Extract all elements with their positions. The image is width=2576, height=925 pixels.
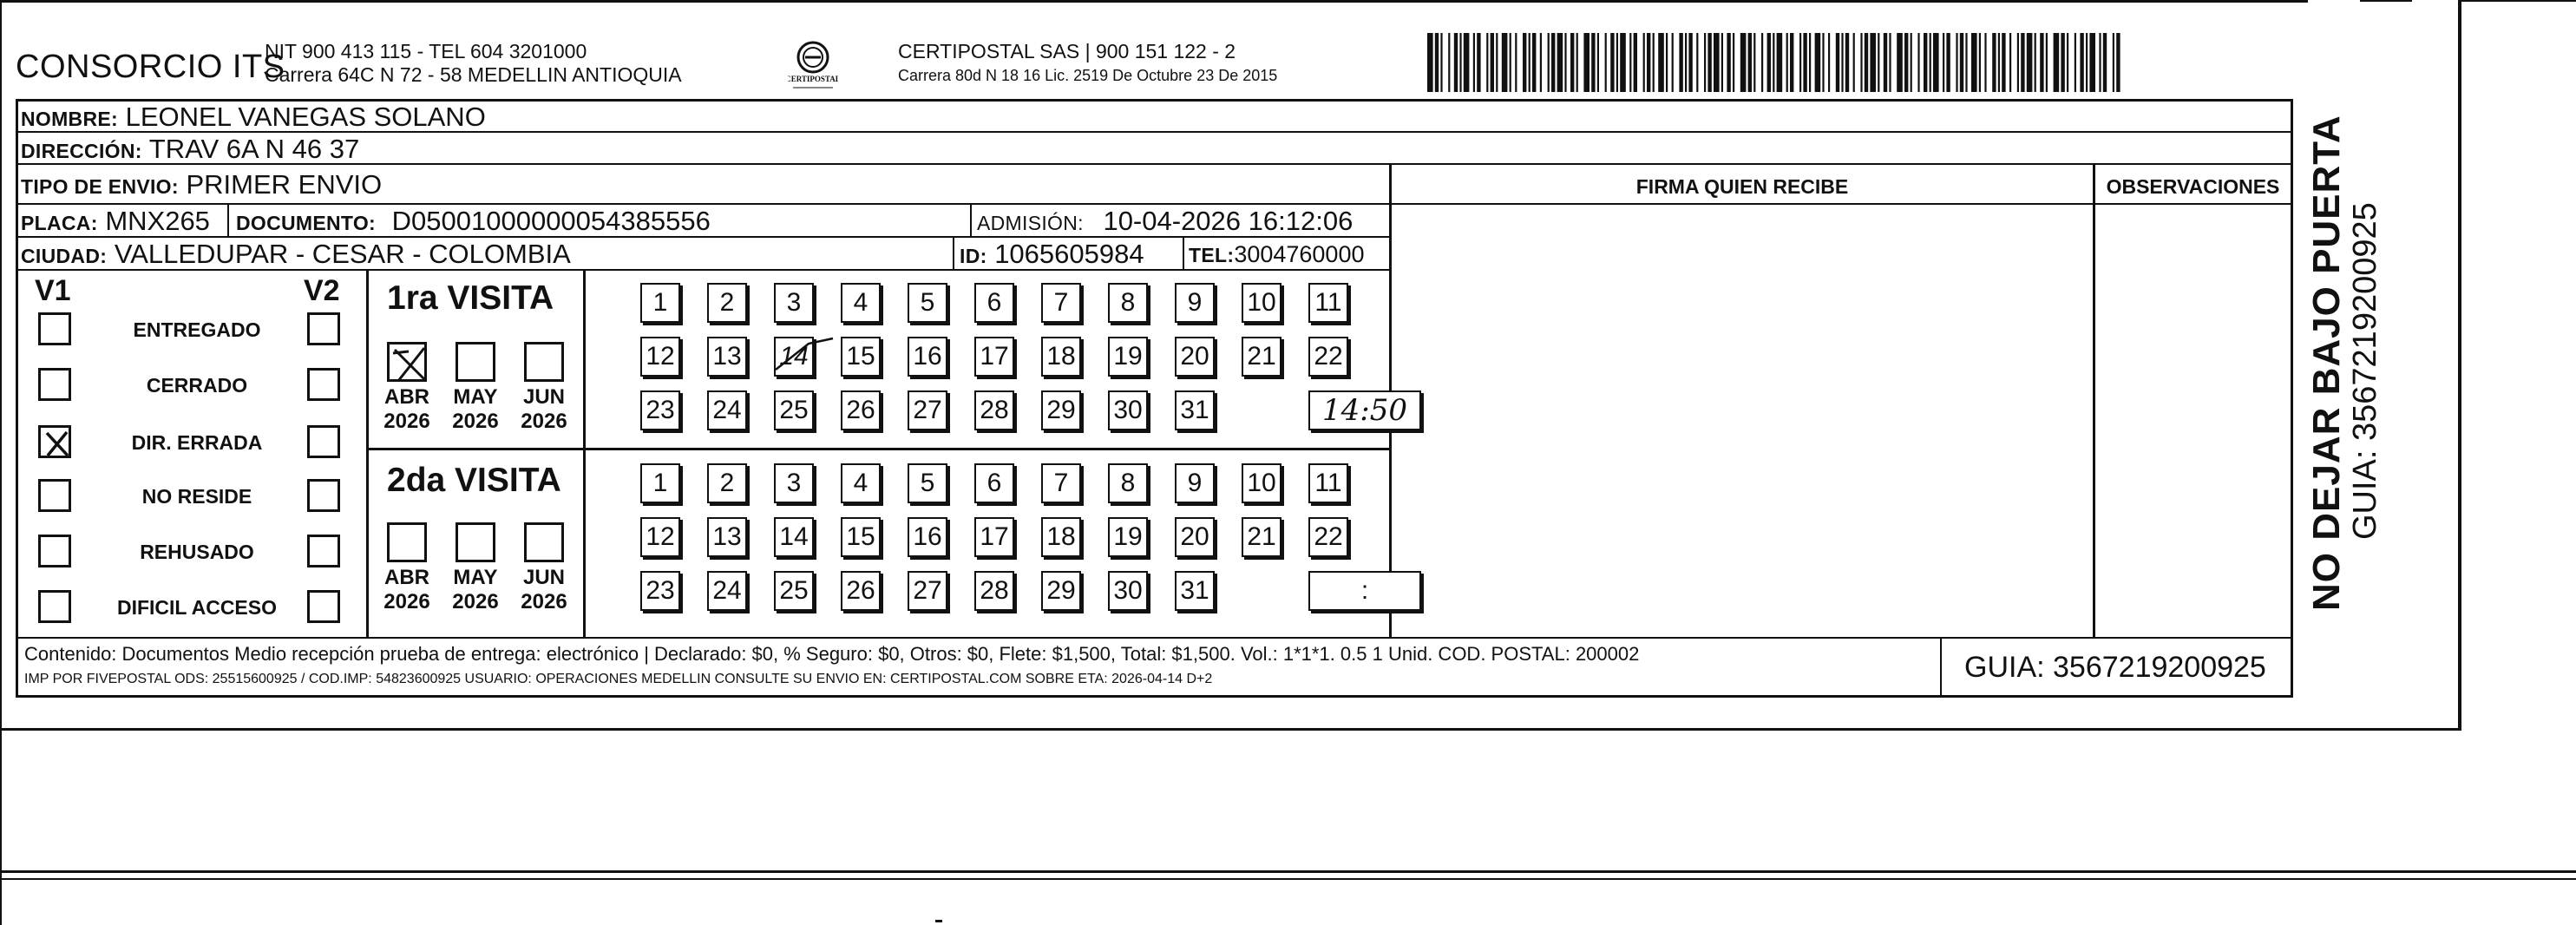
barcode-bar	[2103, 33, 2107, 92]
day-box[interactable]: 5	[908, 463, 947, 503]
documento-row	[236, 207, 711, 238]
barcode-bar	[2040, 33, 2043, 92]
id-value: 1065605984	[994, 239, 1144, 269]
direccion-value: TRAV 6A N 46 37	[148, 134, 360, 164]
day-box[interactable]: 8	[1108, 463, 1148, 503]
form-bottom	[16, 695, 2293, 698]
barcode-bar	[1721, 33, 1723, 92]
day-box[interactable]: 1	[640, 283, 680, 323]
placa-divider	[227, 203, 229, 236]
v2-checkbox[interactable]	[307, 425, 340, 458]
day-box[interactable]: 6	[974, 463, 1014, 503]
month-checkbox[interactable]	[456, 342, 495, 382]
admision-divider	[970, 203, 972, 236]
row-line-3	[16, 203, 1391, 205]
barcode-bar	[1672, 33, 1674, 92]
barcode-bar	[2080, 33, 2083, 92]
barcode-bar	[1904, 33, 1908, 92]
day-box[interactable]: 30	[1108, 390, 1148, 430]
direccion-row	[21, 134, 359, 166]
day-box[interactable]: 29	[1041, 571, 1081, 611]
day-number: 14	[779, 342, 809, 371]
v2-checkbox[interactable]	[307, 479, 340, 512]
v1-checkbox[interactable]	[38, 368, 71, 401]
day-box[interactable]: 8	[1108, 283, 1148, 323]
day-box[interactable]: 27	[908, 571, 947, 611]
day-box[interactable]	[774, 337, 814, 377]
barcode-bar	[1971, 33, 1977, 92]
day-box[interactable]: 13	[707, 517, 747, 557]
barcode-bar	[2086, 33, 2088, 92]
id-label: ID:	[960, 245, 987, 267]
barcode-bar	[1557, 33, 1563, 92]
status-label: ENTREGADO	[133, 318, 261, 341]
form-right	[2291, 99, 2293, 698]
barcode-bar	[1688, 33, 1692, 92]
barcode-bar	[2021, 33, 2024, 92]
v2-checkbox[interactable]	[307, 368, 340, 401]
day-box[interactable]: 7	[1041, 283, 1081, 323]
v2-header: V2	[304, 274, 340, 307]
barcode-bar	[1753, 33, 1755, 92]
barcode-bar	[1933, 33, 1939, 92]
day-box[interactable]: 16	[908, 517, 947, 557]
form-left	[16, 99, 18, 698]
barcode-bar	[1576, 33, 1578, 92]
footer-top-line	[16, 637, 2293, 639]
barcode-bar	[1653, 33, 1655, 92]
year-label: 2026	[383, 590, 430, 613]
day-box[interactable]: 24	[707, 571, 747, 611]
barcode-bar	[1714, 33, 1720, 92]
barcode-bar	[2099, 33, 2101, 92]
barcode-bar	[1822, 33, 1824, 92]
day-box[interactable]: 28	[974, 390, 1014, 430]
barcode-bar	[1889, 33, 1891, 92]
day-box[interactable]: 12	[640, 517, 680, 557]
documento-value: D05001000000054385556	[391, 206, 711, 236]
barcode-bar	[1897, 33, 1903, 92]
day-box[interactable]: 16	[908, 337, 947, 377]
v2-checkbox[interactable]	[307, 312, 340, 345]
carrier-address: Carrera 80d N 18 16 Lic. 2519 De Octubre 23 De 2015	[898, 67, 1278, 84]
month-checkbox[interactable]	[524, 342, 564, 382]
v1-checkbox[interactable]	[38, 312, 71, 345]
v1-checkbox[interactable]	[38, 425, 71, 458]
nombre-label: NOMBRE:	[21, 108, 118, 130]
barcode-bar	[1773, 33, 1774, 92]
firma-header: FIRMA QUIEN RECIBE	[1635, 175, 1849, 198]
visit1-title: 1ra VISITA	[387, 279, 554, 317]
day-box[interactable]: 26	[841, 390, 881, 430]
day-box[interactable]: 19	[1108, 337, 1148, 377]
day-box[interactable]: 24	[707, 390, 747, 430]
barcode-bar	[1658, 33, 1664, 92]
handwritten-strike-icon	[774, 337, 835, 377]
day-box[interactable]: 27	[908, 390, 947, 430]
placa-row	[21, 207, 210, 238]
barcode-bar	[1440, 33, 1442, 92]
status-label: NO RESIDE	[141, 485, 252, 508]
tel-row	[1189, 239, 1364, 270]
day-box[interactable]: 11	[1308, 283, 1348, 323]
v2-checkbox[interactable]	[307, 535, 340, 567]
barcode-bar	[1786, 33, 1788, 92]
day-box[interactable]: 5	[908, 283, 947, 323]
day-box[interactable]: 6	[974, 283, 1014, 323]
barcode-bar	[1486, 33, 1488, 92]
ciudad-label: CIUDAD:	[21, 245, 108, 267]
barcode-bar	[1616, 33, 1618, 92]
month-label: ABR	[384, 566, 429, 589]
barcode-bar	[1790, 33, 1793, 92]
barcode-bar	[1960, 33, 1963, 92]
observaciones-header: OBSERVACIONES	[2106, 175, 2280, 198]
barcode-bar	[1799, 33, 1801, 92]
footer-imp: IMP POR FIVEPOSTAL ODS: 25515600925 / COD.IMP: 54823600925 USUARIO: OPERACIONES MEDELLIN CONSULTE SU ENVIO EN: CERTIPOSTAL.COM SOBRE ETA: 2026-04-14 D+2	[24, 672, 1213, 686]
barcode-bar	[2067, 33, 2068, 92]
barcode-bar	[1551, 33, 1555, 92]
barcode-bar	[2017, 33, 2019, 92]
barcode-bar	[1548, 33, 1550, 92]
barcode-bar	[1605, 33, 1607, 92]
tel-label: TEL:	[1189, 244, 1235, 266]
ciudad-value: VALLEDUPAR - CESAR - COLOMBIA	[114, 239, 571, 269]
barcode-bar	[1570, 33, 1574, 92]
footer-guia: GUIA: 3567219200925	[1964, 651, 2266, 684]
nombre-value: LEONEL VANEGAS SOLANO	[125, 102, 486, 132]
month-label: JUN	[522, 385, 565, 409]
month-checkbox[interactable]	[524, 522, 564, 562]
barcode-bar	[1510, 33, 1511, 92]
barcode-bar	[2116, 33, 2120, 92]
barcode-bar	[2035, 33, 2036, 92]
barcode-bar	[1878, 33, 1879, 92]
day-box[interactable]: 14	[774, 517, 814, 557]
barcode-bar	[1943, 33, 1944, 92]
day-box[interactable]: 13	[707, 337, 747, 377]
day-box[interactable]: 10	[1242, 463, 1281, 503]
tipo-value: PRIMER ENVIO	[186, 169, 383, 200]
barcode-bar	[2002, 33, 2005, 92]
barcode-bar	[1477, 33, 1480, 92]
barcode-bar	[1853, 33, 1855, 92]
day-box[interactable]: 25	[774, 390, 814, 430]
status-label: DIR. ERRADA	[131, 431, 263, 454]
barcode-bar	[1523, 33, 1526, 92]
placa-label: PLACA:	[21, 212, 98, 234]
barcode-bar	[1583, 33, 1590, 92]
barcode-bar	[1464, 33, 1470, 92]
page-left-border	[0, 0, 2, 925]
guia-divider	[1940, 637, 1942, 696]
day-box[interactable]: 3	[774, 283, 814, 323]
day-box[interactable]: 9	[1175, 283, 1215, 323]
day-box[interactable]: 22	[1308, 337, 1348, 377]
barcode-bar	[1491, 33, 1494, 92]
month-days-divider	[583, 269, 586, 637]
barcode-bar	[1998, 33, 2000, 92]
barcode-bar	[1448, 33, 1450, 92]
barcode-bar	[1748, 33, 1752, 92]
barcode-bar	[1643, 33, 1645, 92]
month-label: MAY	[453, 385, 498, 409]
barcode-bar	[2061, 33, 2064, 92]
day-box[interactable]: 20	[1175, 337, 1215, 377]
top-rule	[0, 0, 2308, 3]
month-checkbox[interactable]	[387, 522, 427, 562]
day-box[interactable]: 15	[841, 337, 881, 377]
day-box[interactable]: 2	[707, 283, 747, 323]
barcode-bar	[1865, 33, 1868, 92]
visit-row-divider	[366, 448, 1390, 450]
status-label: CERRADO	[146, 374, 248, 397]
month-checkbox[interactable]	[387, 342, 427, 382]
v1-header: V1	[35, 274, 71, 307]
documento-label: DOCUMENTO:	[236, 212, 377, 234]
barcode-bar	[1459, 33, 1461, 92]
tipo-row	[21, 170, 382, 201]
company-name: CONSORCIO ITS	[16, 49, 285, 85]
barcode-bar	[2027, 33, 2033, 92]
day-box[interactable]: 9	[1175, 463, 1215, 503]
day-box[interactable]: 21	[1242, 337, 1281, 377]
barcode-bar	[1761, 33, 1763, 92]
barcode-bar	[1666, 33, 1668, 92]
barcode-bar	[1911, 33, 1912, 92]
barcode-bar	[2089, 33, 2095, 92]
barcode-bar	[1454, 33, 1458, 92]
mid-rule	[0, 728, 2461, 731]
day-box[interactable]: 11	[1308, 463, 1348, 503]
id-row	[960, 239, 1144, 271]
day-box[interactable]: 10	[1242, 283, 1281, 323]
barcode-bar	[1845, 33, 1849, 92]
company-nit: NIT 900 413 115 - TEL 604 3201000	[265, 40, 587, 62]
barcode-bar	[1841, 33, 1843, 92]
svg-text:CERTIPOSTAL: CERTIPOSTAL	[788, 75, 838, 83]
admision-row	[977, 207, 1353, 238]
v1-checkbox[interactable]	[38, 479, 71, 512]
barcode-bar	[1917, 33, 1919, 92]
barcode-bar	[1992, 33, 1996, 92]
barcode-bar	[1502, 33, 1508, 92]
barcode-bar	[1679, 33, 1682, 92]
barcode-bar	[1610, 33, 1614, 92]
barcode-bar	[1884, 33, 1887, 92]
month-checkbox[interactable]	[456, 522, 495, 562]
barcode-bar	[1740, 33, 1747, 92]
barcode-bar	[2054, 33, 2060, 92]
day-box[interactable]: 21	[1242, 517, 1281, 557]
barcode-bar	[1597, 33, 1599, 92]
barcode-bar	[1815, 33, 1821, 92]
barcode-bar	[1956, 33, 1957, 92]
month-label: ABR	[384, 385, 429, 409]
barcode-bar	[1685, 33, 1687, 92]
barcode-bar	[1591, 33, 1595, 92]
barcode-bar	[1828, 33, 1830, 92]
year-label: 2026	[452, 590, 499, 613]
company-address: Carrera 64C N 72 - 58 MEDELLIN ANTIOQUIA	[265, 63, 682, 86]
barcode-bar	[1435, 33, 1439, 92]
barcode-bar	[1708, 33, 1711, 92]
barcode-bar	[1946, 33, 1950, 92]
barcode-bar	[1629, 33, 1631, 92]
month-label: JUN	[522, 566, 565, 589]
admision-label: ADMISIÓN:	[977, 212, 1084, 234]
status-label: DIFICIL ACCESO	[116, 596, 277, 619]
visit2-title: 2da VISITA	[387, 462, 561, 499]
barcode-bar	[1860, 33, 1862, 92]
v1-checkbox[interactable]	[38, 590, 71, 623]
ciudad-row	[21, 239, 571, 271]
bottom-mark	[935, 920, 942, 922]
barcode-bar	[1979, 33, 1981, 92]
tel-divider	[1183, 236, 1184, 269]
side-warning: NO DEJAR BAJO PUERTA	[2305, 115, 2348, 611]
time-box[interactable]: :	[1308, 571, 1421, 611]
day-box[interactable]: 18	[1041, 337, 1081, 377]
day-box[interactable]: 30	[1108, 571, 1148, 611]
barcode-bar	[1836, 33, 1839, 92]
day-box[interactable]: 23	[640, 571, 680, 611]
barcode-bar	[1984, 33, 1986, 92]
barcode-bar	[1532, 33, 1536, 92]
day-box[interactable]: 18	[1041, 517, 1081, 557]
day-box[interactable]: 17	[974, 337, 1014, 377]
day-box[interactable]: 17	[974, 517, 1014, 557]
day-box[interactable]: 26	[841, 571, 881, 611]
col-header-line	[1391, 203, 2293, 205]
day-box[interactable]: 31	[1175, 571, 1215, 611]
barcode-bar	[1965, 33, 1967, 92]
barcode-bar	[1803, 33, 1806, 92]
page-right-border	[2458, 0, 2461, 731]
barcode-bar	[2009, 33, 2011, 92]
year-label: 2026	[452, 410, 499, 433]
lower-rule-2	[0, 878, 2576, 880]
lower-rule	[0, 870, 2576, 873]
day-box[interactable]: 19	[1108, 517, 1148, 557]
barcode-bar	[2075, 33, 2076, 92]
barcode	[1427, 33, 2121, 92]
tel-value: 3004760000	[1234, 241, 1365, 267]
day-box[interactable]: 29	[1041, 390, 1081, 430]
direccion-label: DIRECCIÓN:	[21, 140, 142, 162]
month-label: MAY	[453, 566, 498, 589]
footer-contents: Contenido: Documentos Medio recepción prueba de entrega: electrónico | Declarado: $0, % Seguro: $0, Otros: $0, Flete: $1,500, Total: $1,500. Vol.: 1*1*1. 0.5 1 Unid. COD. POSTAL: 200002	[24, 643, 1640, 665]
handwritten-x-icon	[390, 344, 429, 384]
day-box[interactable]: 7	[1041, 463, 1081, 503]
barcode-bar	[1427, 33, 1433, 92]
v2-checkbox[interactable]	[307, 590, 340, 623]
year-label: 2026	[383, 410, 430, 433]
barcode-bar	[1930, 33, 1931, 92]
barcode-bar	[1473, 33, 1475, 92]
day-box[interactable]: 15	[841, 517, 881, 557]
day-box[interactable]: 4	[841, 283, 881, 323]
barcode-bar	[1540, 33, 1542, 92]
day-box[interactable]: 4	[841, 463, 881, 503]
day-box[interactable]: 12	[640, 337, 680, 377]
day-box[interactable]: 31	[1175, 390, 1215, 430]
barcode-bar	[1529, 33, 1531, 92]
day-box[interactable]: 2	[707, 463, 747, 503]
certipostal-logo	[788, 38, 838, 95]
day-box[interactable]: 23	[640, 390, 680, 430]
barcode-bar	[1870, 33, 1876, 92]
barcode-bar	[1515, 33, 1517, 92]
barcode-bar	[1733, 33, 1734, 92]
year-label: 2026	[521, 410, 567, 433]
barcode-bar	[1704, 33, 1706, 92]
barcode-bar	[1634, 33, 1637, 92]
barcode-bar	[1809, 33, 1811, 92]
status-label: REHUSADO	[140, 541, 254, 563]
barcode-bar	[1496, 33, 1498, 92]
day-box[interactable]: 3	[774, 463, 814, 503]
v1-checkbox[interactable]	[38, 535, 71, 567]
barcode-bar	[1696, 33, 1698, 92]
time-box[interactable]: 14:50	[1308, 390, 1421, 430]
barcode-bar	[1777, 33, 1783, 92]
carrier-name: CERTIPOSTAL SAS | 900 151 122 - 2	[898, 40, 1236, 62]
check-x-icon	[41, 428, 74, 461]
placa-value: MNX265	[105, 206, 210, 236]
year-label: 2026	[521, 590, 567, 613]
barcode-bar	[1767, 33, 1771, 92]
barcode-bar	[1727, 33, 1730, 92]
top-rule-right	[2360, 0, 2412, 2]
barcode-bar	[1564, 33, 1566, 92]
barcode-bar	[1924, 33, 1927, 92]
day-box[interactable]: 22	[1308, 517, 1348, 557]
day-box[interactable]: 28	[974, 571, 1014, 611]
tipo-label: TIPO DE ENVIO:	[21, 175, 179, 198]
barcode-bar	[2113, 33, 2114, 92]
admision-value: 10-04-2026 16:12:06	[1103, 206, 1354, 236]
status-visit-divider	[366, 269, 369, 637]
barcode-bar	[1620, 33, 1626, 92]
day-box[interactable]: 20	[1175, 517, 1215, 557]
id-divider	[953, 236, 954, 269]
day-box[interactable]: 1	[640, 463, 680, 503]
obs-left-line	[2093, 163, 2095, 637]
right-stub	[2461, 0, 2576, 2]
barcode-bar	[1647, 33, 1650, 92]
barcode-bar	[2046, 33, 2048, 92]
nombre-row	[21, 102, 486, 134]
day-box[interactable]: 25	[774, 571, 814, 611]
side-guia: GUIA: 3567219200925	[2347, 202, 2383, 540]
